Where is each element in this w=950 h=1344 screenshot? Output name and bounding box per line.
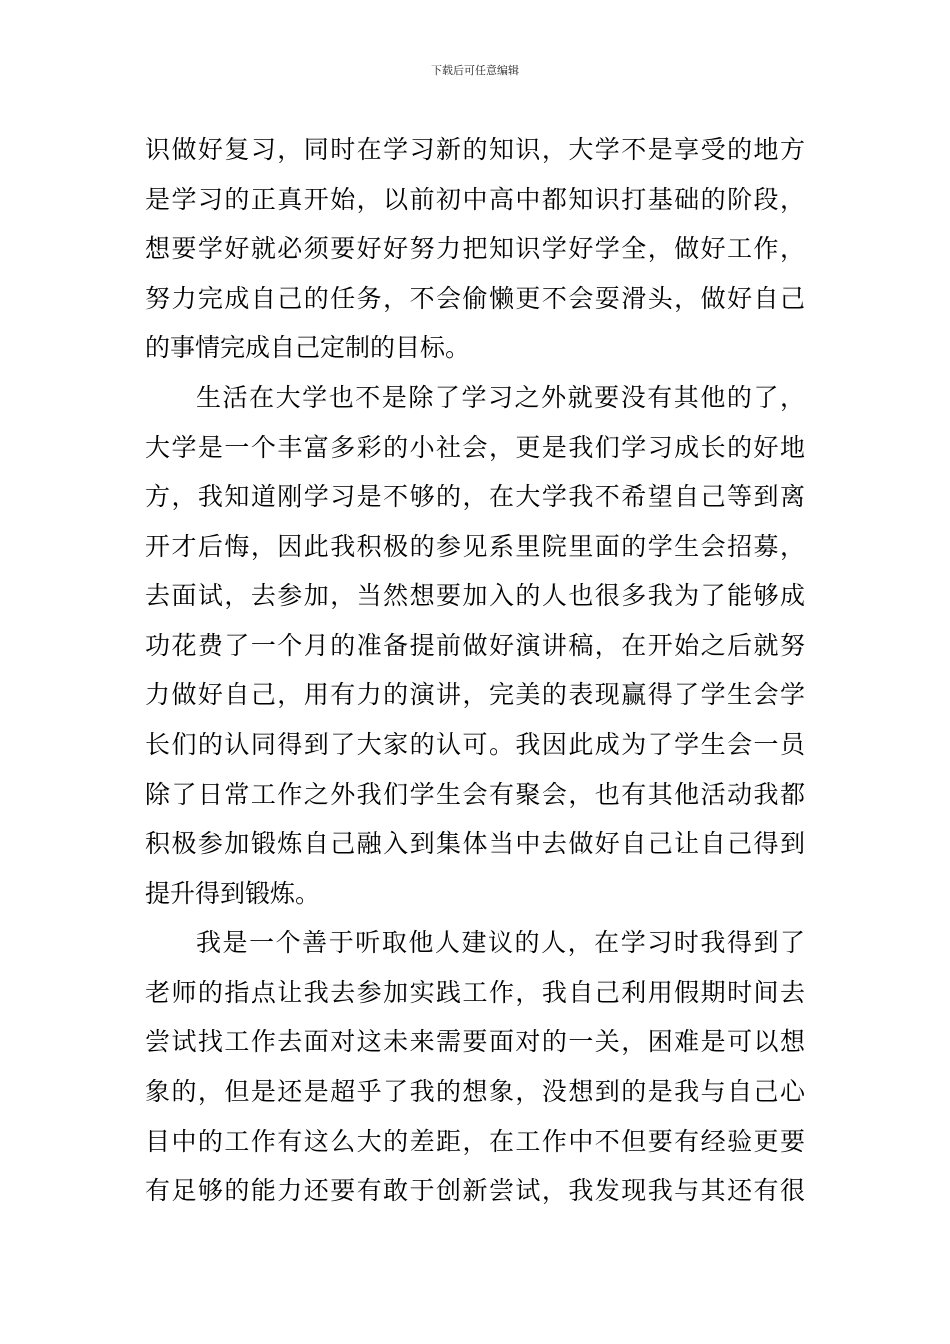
text-line: 除了日常工作之外我们学生会有聚会，也有其他活动我都 xyxy=(145,780,805,809)
text-line: 我是一个善于听取他人建议的人，在学习时我得到了 xyxy=(196,928,805,957)
text-line: 力做好自己，用有力的演讲，完美的表现赢得了学生会学 xyxy=(145,680,805,709)
text-line: 功花费了一个月的准备提前做好演讲稿，在开始之后就努 xyxy=(145,631,805,660)
text-line: 生活在大学也不是除了学习之外就要没有其他的了， xyxy=(196,383,805,412)
text-line: 去面试，去参加，当然想要加入的人也很多我为了能够成 xyxy=(145,581,805,610)
text-line: 积极参加锻炼自己融入到集体当中去做好自己让自己得到 xyxy=(145,829,805,858)
text-line: 的事情完成自己定制的目标。 xyxy=(145,333,471,362)
text-line: 想要学好就必须要好好努力把知识学好学全，做好工作， xyxy=(145,234,805,263)
text-line: 努力完成自己的任务，不会偷懒更不会耍滑头，做好自己 xyxy=(145,284,805,313)
text-line: 目中的工作有这么大的差距，在工作中不但要有经验更要 xyxy=(145,1127,805,1156)
text-line: 识做好复习，同时在学习新的知识，大学不是享受的地方 xyxy=(145,135,805,164)
text-line: 方，我知道刚学习是不够的，在大学我不希望自己等到离 xyxy=(145,482,805,511)
text-line: 有足够的能力还要有敢于创新尝试，我发现我与其还有很 xyxy=(145,1176,805,1205)
text-line: 老师的指点让我去参加实践工作，我自己利用假期时间去 xyxy=(145,978,805,1007)
text-line: 开才后悔，因此我积极的参见系里院里面的学生会招募， xyxy=(145,532,805,561)
text-line: 象的，但是还是超乎了我的想象，没想到的是我与自己心 xyxy=(145,1077,805,1106)
text-line: 大学是一个丰富多彩的小社会，更是我们学习成长的好地 xyxy=(145,433,805,462)
text-line: 是学习的正真开始，以前初中高中都知识打基础的阶段， xyxy=(145,185,805,214)
text-line: 尝试找工作去面对这未来需要面对的一关，困难是可以想 xyxy=(145,1027,805,1056)
text-line: 提升得到锻炼。 xyxy=(145,879,321,908)
text-line: 长们的认同得到了大家的认可。我因此成为了学生会一员 xyxy=(145,730,805,759)
page-header: 下载后可任意编辑 xyxy=(431,64,519,77)
